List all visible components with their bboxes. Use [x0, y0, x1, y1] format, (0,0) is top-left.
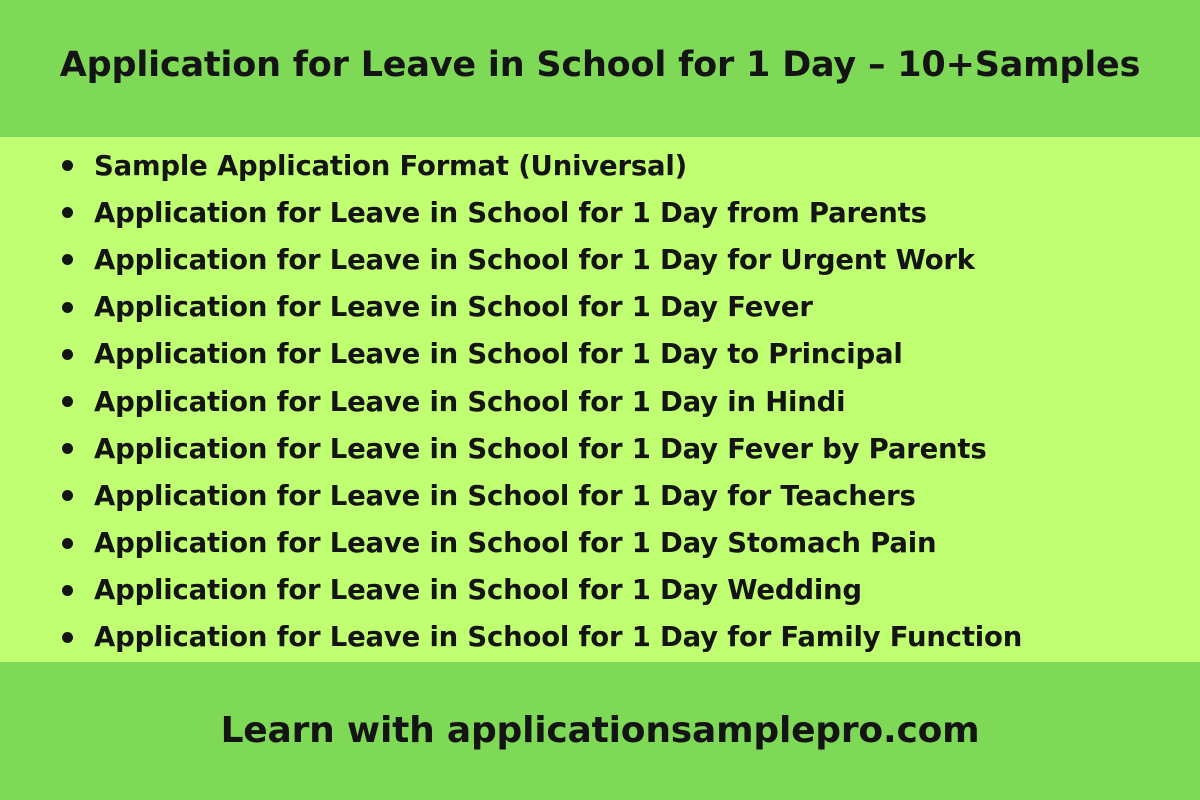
list-item — [62, 331, 1022, 378]
list-item-label: Application for Leave in School for 1 Day for Family Function — [94, 621, 1023, 654]
footer-text: Learn with applicationsamplepro.com — [220, 709, 980, 751]
list-item-label: Application for Leave in School for 1 Day to Principal — [94, 338, 903, 371]
list-item — [62, 520, 1022, 567]
list-item-label: Application for Leave in School for 1 Day Wedding — [94, 574, 862, 607]
list-item — [62, 425, 1022, 472]
bullet-icon — [62, 396, 73, 407]
bullet-icon — [62, 632, 73, 643]
bullet-icon — [62, 207, 73, 218]
list-item-label: Application for Leave in School for 1 Day in Hindi — [94, 385, 846, 418]
bullet-icon — [62, 160, 73, 171]
list-item-label: Application for Leave in School for 1 Day Fever — [94, 291, 813, 324]
list-item — [62, 472, 1022, 519]
bullet-icon — [62, 490, 73, 501]
list-item-label: Sample Application Format (Universal) — [94, 149, 687, 182]
list-item — [62, 284, 1022, 331]
sample-list-panel — [0, 137, 1200, 662]
list-item-label: Application for Leave in School for 1 Day Fever by Parents — [94, 432, 987, 465]
list-item-label: Application for Leave in School for 1 Day for Urgent Work — [94, 243, 975, 276]
bullet-icon — [62, 538, 73, 549]
bullet-icon — [62, 349, 73, 360]
list-item — [62, 142, 1022, 189]
footer-band — [0, 662, 1200, 800]
list-item — [62, 189, 1022, 236]
bullet-icon — [62, 254, 73, 265]
list-item-label: Application for Leave in School for 1 Day Stomach Pain — [94, 527, 937, 560]
list-item — [62, 378, 1022, 425]
list-item — [62, 236, 1022, 283]
header-band — [0, 0, 1200, 137]
list-item — [62, 567, 1022, 614]
bullet-icon — [62, 585, 73, 596]
bullet-icon — [62, 302, 73, 313]
sample-list — [62, 142, 1022, 661]
list-item-label: Application for Leave in School for 1 Day from Parents — [94, 196, 927, 229]
list-item — [62, 614, 1022, 661]
page-title: Application for Leave in School for 1 Day – 10+Samples — [59, 44, 1141, 85]
list-item-label: Application for Leave in School for 1 Day for Teachers — [94, 479, 916, 512]
bullet-icon — [62, 443, 73, 454]
